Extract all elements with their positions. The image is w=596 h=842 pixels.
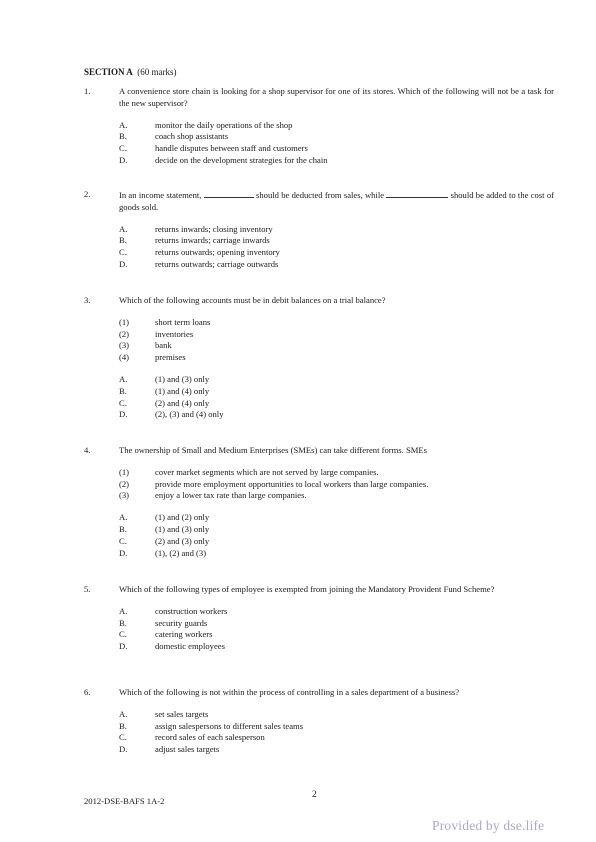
option-text: record sales of each salesperson bbox=[155, 732, 265, 743]
statement-label: (2) bbox=[119, 478, 130, 489]
option-label: D. bbox=[119, 744, 128, 755]
stem-part: In an income statement, bbox=[119, 190, 204, 200]
option-text: (1), (2) and (3) bbox=[155, 547, 207, 558]
option-label: C. bbox=[119, 143, 127, 154]
option-text: coach shop assistants bbox=[155, 131, 229, 142]
statement-text: premises bbox=[155, 352, 186, 363]
section-title: SECTION A bbox=[84, 67, 133, 77]
option-a[interactable] bbox=[119, 512, 554, 524]
question-4 bbox=[84, 445, 554, 559]
watermark-text: Provided by dse.life bbox=[432, 818, 545, 833]
question-3 bbox=[84, 295, 554, 421]
option-text: construction workers bbox=[155, 605, 228, 616]
statement-text: inventories bbox=[155, 328, 194, 339]
page-number: 2 bbox=[312, 790, 317, 800]
option-d[interactable] bbox=[119, 259, 554, 271]
option-label: C. bbox=[119, 247, 127, 258]
option-c[interactable] bbox=[119, 629, 554, 641]
option-label: D. bbox=[119, 154, 128, 165]
section-marks: (60 marks) bbox=[137, 67, 177, 77]
question-stem: The ownership of Small and Medium Enterprises (SMEs) can take different forms. SMEs bbox=[119, 445, 427, 455]
statement-item bbox=[119, 329, 554, 341]
option-c[interactable] bbox=[119, 398, 554, 410]
option-label: B. bbox=[119, 617, 127, 628]
options-list bbox=[119, 512, 554, 559]
option-d[interactable] bbox=[119, 155, 554, 167]
option-label: C. bbox=[119, 397, 127, 408]
option-c[interactable] bbox=[119, 143, 554, 155]
options-list bbox=[119, 606, 554, 653]
statement-item bbox=[119, 467, 554, 479]
question-1 bbox=[84, 86, 554, 167]
option-a[interactable] bbox=[119, 606, 554, 618]
section-heading bbox=[84, 67, 177, 79]
statement-item bbox=[119, 317, 554, 329]
option-text: returns inwards; closing inventory bbox=[155, 223, 273, 234]
option-label: D. bbox=[119, 641, 128, 652]
option-text: assign salespersons to different sales teams bbox=[155, 720, 304, 731]
option-c[interactable] bbox=[119, 247, 554, 259]
option-text: decide on the development strategies for the chain bbox=[155, 154, 328, 165]
paper-code: 2012-DSE-BAFS 1A-2 bbox=[84, 796, 165, 806]
options-list bbox=[119, 120, 554, 167]
option-text: catering workers bbox=[155, 629, 213, 640]
option-text: monitor the daily operations of the shop bbox=[155, 119, 293, 130]
option-label: D. bbox=[119, 409, 128, 420]
option-b[interactable] bbox=[119, 618, 554, 630]
option-b[interactable] bbox=[119, 131, 554, 143]
statement-label: (1) bbox=[119, 316, 130, 327]
option-text: adjust sales targets bbox=[155, 744, 220, 755]
question-2 bbox=[84, 189, 554, 271]
question-stem: Which of the following types of employee is exempted from joining the Mandatory Provident Fund Scheme? bbox=[119, 584, 495, 594]
option-text: returns outwards; opening inventory bbox=[155, 247, 280, 258]
stem-part: should be added to the cost of goods sold. bbox=[119, 190, 554, 212]
statement-text: provide more employment opportunities to local workers than large companies. bbox=[155, 478, 429, 489]
options-list bbox=[119, 374, 554, 421]
options-list bbox=[119, 709, 554, 756]
statement-item bbox=[119, 340, 554, 352]
statement-item bbox=[119, 490, 554, 502]
option-a[interactable] bbox=[119, 709, 554, 721]
option-b[interactable] bbox=[119, 721, 554, 733]
option-label: A. bbox=[119, 119, 128, 130]
option-label: B. bbox=[119, 131, 127, 142]
option-b[interactable] bbox=[119, 235, 554, 247]
option-text: handle disputes between staff and customers bbox=[155, 143, 308, 154]
question-6 bbox=[84, 687, 554, 756]
statements-list bbox=[119, 317, 554, 364]
question-stem bbox=[119, 189, 554, 214]
statement-text: bank bbox=[155, 340, 172, 351]
question-number: 1. bbox=[84, 86, 91, 96]
option-d[interactable] bbox=[119, 548, 554, 560]
option-label: D. bbox=[119, 547, 128, 558]
option-d[interactable] bbox=[119, 409, 554, 421]
option-b[interactable] bbox=[119, 524, 554, 536]
option-d[interactable] bbox=[119, 744, 554, 756]
option-label: B. bbox=[119, 523, 127, 534]
statement-text: enjoy a lower tax rate than large companies. bbox=[155, 490, 307, 501]
option-label: D. bbox=[119, 258, 128, 269]
option-text: returns inwards; carriage inwards bbox=[155, 235, 270, 246]
statement-label: (4) bbox=[119, 352, 130, 363]
question-number: 2. bbox=[84, 189, 91, 199]
option-text: (1) and (2) only bbox=[155, 512, 210, 523]
option-text: (1) and (3) only bbox=[155, 373, 210, 384]
statement-label: (3) bbox=[119, 340, 130, 351]
option-text: returns outwards; carriage outwards bbox=[155, 258, 279, 269]
question-number: 6. bbox=[84, 687, 91, 697]
option-label: B. bbox=[119, 720, 127, 731]
option-c[interactable] bbox=[119, 536, 554, 548]
question-number: 4. bbox=[84, 445, 91, 455]
question-stem: A convenience store chain is looking for a shop supervisor for one of its stores. Which of the following will not be a task for the new supervisor? bbox=[119, 86, 554, 108]
statement-label: (2) bbox=[119, 328, 130, 339]
option-text: set sales targets bbox=[155, 708, 209, 719]
option-b[interactable] bbox=[119, 386, 554, 398]
option-label: A. bbox=[119, 512, 128, 523]
option-label: C. bbox=[119, 732, 127, 743]
option-text: security guards bbox=[155, 617, 208, 628]
option-label: B. bbox=[119, 235, 127, 246]
answer-blank bbox=[386, 189, 448, 198]
option-text: (1) and (4) only bbox=[155, 385, 210, 396]
option-text: (2) and (4) only bbox=[155, 397, 210, 408]
option-a[interactable] bbox=[119, 374, 554, 386]
option-label: A. bbox=[119, 223, 128, 234]
option-label: B. bbox=[119, 385, 127, 396]
question-stem: Which of the following accounts must be in debit balances on a trial balance? bbox=[119, 295, 386, 305]
option-d[interactable] bbox=[119, 641, 554, 653]
option-text: (2), (3) and (4) only bbox=[155, 409, 224, 420]
options-list bbox=[119, 224, 554, 271]
option-label: A. bbox=[119, 373, 128, 384]
statement-item bbox=[119, 352, 554, 364]
option-label: C. bbox=[119, 535, 127, 546]
answer-blank bbox=[204, 189, 254, 198]
option-c[interactable] bbox=[119, 732, 554, 744]
question-number: 5. bbox=[84, 584, 91, 594]
option-label: C. bbox=[119, 629, 127, 640]
statement-text: cover market segments which are not served by large companies. bbox=[155, 466, 379, 477]
question-number: 3. bbox=[84, 295, 91, 305]
option-text: domestic employees bbox=[155, 641, 225, 652]
option-text: (1) and (3) only bbox=[155, 523, 210, 534]
statement-label: (1) bbox=[119, 466, 130, 477]
question-stem: Which of the following is not within the process of controlling in a sales department of a business? bbox=[119, 687, 460, 697]
stem-part: should be deducted from sales, while bbox=[253, 190, 387, 200]
option-label: A. bbox=[119, 708, 128, 719]
statement-item bbox=[119, 479, 554, 491]
statements-list bbox=[119, 467, 554, 502]
statement-text: short term loans bbox=[155, 316, 211, 327]
option-text: (2) and (3) only bbox=[155, 535, 210, 546]
option-a[interactable] bbox=[119, 120, 554, 132]
question-5 bbox=[84, 584, 554, 653]
statement-label: (3) bbox=[119, 490, 130, 501]
option-a[interactable] bbox=[119, 224, 554, 236]
option-label: A. bbox=[119, 605, 128, 616]
